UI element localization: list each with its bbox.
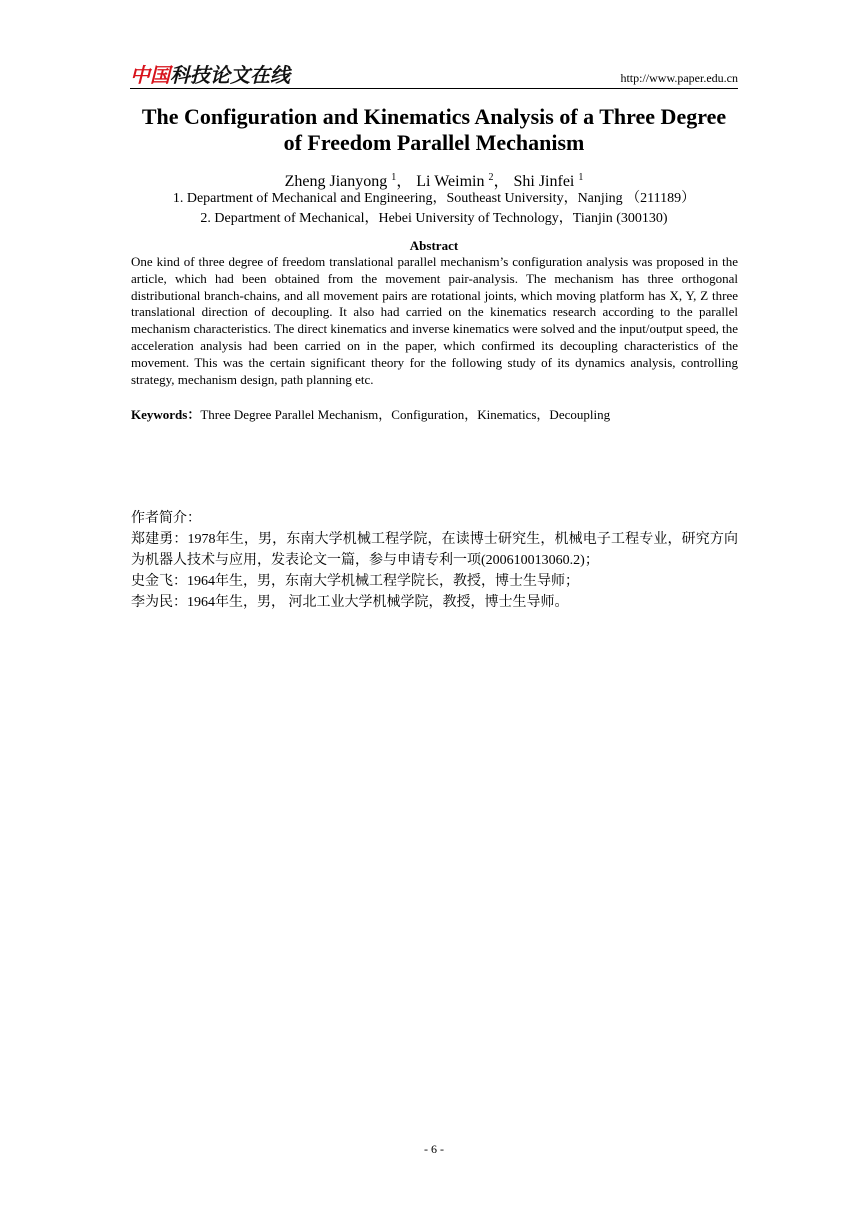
author-name: Zheng Jianyong xyxy=(284,173,388,190)
abstract-heading: Abstract xyxy=(409,238,459,253)
page-header xyxy=(130,60,738,89)
logo-text-red: 中国 xyxy=(130,62,170,87)
keywords-text: Three Degree Parallel Mechanism，Configuration，Kinematics，Decoupling xyxy=(200,407,611,422)
author-list xyxy=(130,168,738,192)
keywords-line xyxy=(131,406,738,424)
author-bio-li: 李为民：1964年生，男， 河北工业大学机械学院，教授，博士生导师。 xyxy=(131,595,569,610)
author-affiliation-mark: 1 xyxy=(391,172,397,183)
affiliation-1: 1. Department of Mechanical and Engineering，Southeast University，Nanjing （211189） xyxy=(172,191,696,206)
paper-title: The Configuration and Kinematics Analysis of a Three Degree of Freedom Parallel Mechanism xyxy=(141,104,727,155)
author-name: Li Weimin xyxy=(416,173,485,190)
author-name: Shi Jinfei xyxy=(513,173,575,190)
site-url-link[interactable]: http://www.paper.edu.cn xyxy=(620,71,738,85)
author-bio-shi: 史金飞：1964年生，男，东南大学机械工程学院长，教授，博士生导师； xyxy=(131,574,579,589)
author-separator: ， xyxy=(396,173,413,190)
abstract-text: One kind of three degree of freedom translational parallel mechanism’s configuration analysis was proposed in the article, which had been obtained from the movement pair-analysis. The mechanism has three orthogonal distributional branch-chains, and all movement pairs are rotational joints, which moving platform has X, Y, Z three translational direction of decoupling. It also had carried on the kinematics research according to the parallel mechanism characteristics. The direct kinematics and inverse kinematics were solved and the input/output speed, the acceleration analysis had been carried on in the paper, which confirmed its decoupling characteristics of the movement. This was the certain significant theory for the following study of its dynamics analysis, controlling strategy, mechanism design, path planning etc. xyxy=(131,254,738,387)
author-bio-zheng: 郑建勇：1978年生，男，东南大学机械工程学院，在读博士研究生，机械电子工程专业，研究方向为机器人技术与应用，发表论文一篇，参与申请专利一项(200610013060.2)； xyxy=(131,532,738,568)
site-logo[interactable] xyxy=(130,60,290,86)
author-separator: ， xyxy=(493,173,510,190)
keywords-label: Keywords： xyxy=(131,407,201,422)
logo-text-black: 科技论文在线 xyxy=(170,62,290,87)
author-affiliation-mark: 2 xyxy=(488,172,494,183)
affiliation-2: 2. Department of Mechanical，Hebei University of Technology，Tianjin (300130) xyxy=(200,211,668,226)
author-affiliation-mark: 1 xyxy=(578,172,584,183)
page-number: - 6 - xyxy=(424,1142,444,1156)
author-bio-heading: 作者简介： xyxy=(131,511,201,526)
